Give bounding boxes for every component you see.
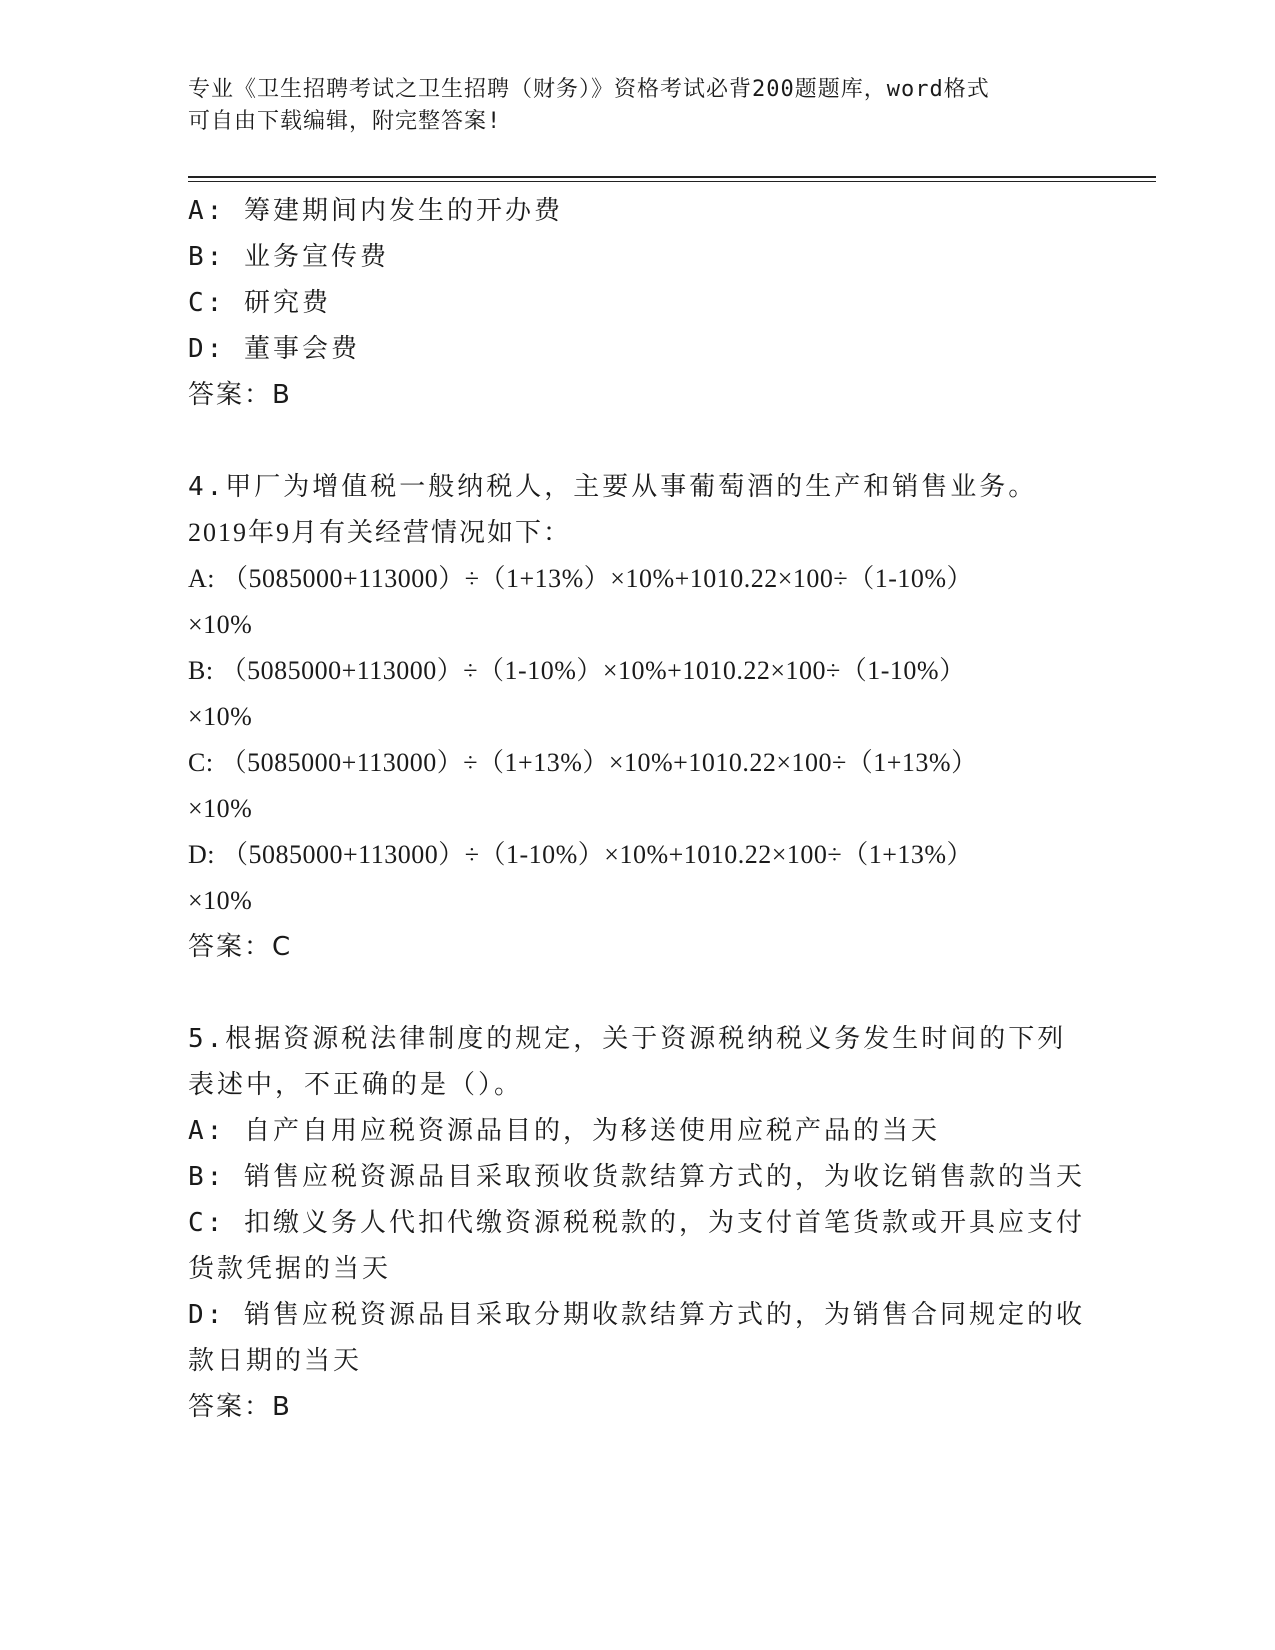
q4-option-b-line-2: ×10%	[188, 702, 253, 731]
q5-stem-line-1: 5.根据资源税法律制度的规定，关于资源税纳税义务发生时间的下列	[188, 1024, 1067, 1054]
document-header	[188, 74, 1088, 138]
header-line-2: 可自由下载编辑，附完整答案!	[188, 109, 502, 134]
q4-option-a-line-1: A: （5085000+113000）÷（1+13%）×10%+1010.22×100÷（1-10%）	[188, 564, 974, 593]
q3-option-b: B: 业务宣传费	[188, 242, 389, 272]
q5-option-d-line-1: D: 销售应税资源品目采取分期收款结算方式的，为销售合同规定的收	[188, 1300, 1085, 1330]
header-divider-thick	[188, 176, 1156, 178]
header-line-1: 专业《卫生招聘考试之卫生招聘（财务）》资格考试必背200题题库，word格式	[188, 77, 990, 102]
q5-stem-line-2: 表述中，不正确的是（）。	[188, 1070, 524, 1100]
q5-option-c-line-2: 货款凭据的当天	[188, 1254, 392, 1284]
q3-answer: 答案：B	[188, 380, 292, 410]
q5-answer: 答案：B	[188, 1392, 292, 1422]
q4-option-c-line-1: C: （5085000+113000）÷（1+13%）×10%+1010.22×100÷（1+13%）	[188, 748, 978, 777]
q4-answer: 答案：C	[188, 932, 293, 962]
header-divider-thin	[188, 181, 1156, 182]
q4-stem-line-1: 4.甲厂为增值税一般纳税人，主要从事葡萄酒的生产和销售业务。	[188, 472, 1038, 502]
spacer	[188, 970, 1088, 1016]
q5-option-b: B: 销售应税资源品目采取预收货款结算方式的，为收讫销售款的当天	[188, 1162, 1085, 1192]
q4-option-a-line-2: ×10%	[188, 610, 253, 639]
q3-option-a: A: 筹建期间内发生的开办费	[188, 196, 563, 226]
question-3	[188, 188, 1088, 418]
document-body	[188, 188, 1088, 1430]
q5-option-a: A: 自产自用应税资源品目的，为移送使用应税产品的当天	[188, 1116, 940, 1146]
question-5	[188, 1016, 1088, 1430]
question-4	[188, 464, 1088, 970]
q5-option-d-line-2: 款日期的当天	[188, 1346, 363, 1376]
spacer	[188, 418, 1088, 464]
q4-stem-line-2: 2019年9月有关经营情况如下：	[188, 518, 572, 547]
q4-option-d-line-1: D: （5085000+113000）÷（1-10%）×10%+1010.22×100÷（1+13%）	[188, 840, 974, 869]
q4-option-d-line-2: ×10%	[188, 886, 253, 915]
q3-option-d: D: 董事会费	[188, 334, 360, 364]
q4-option-b-line-1: B: （5085000+113000）÷（1-10%）×10%+1010.22×100÷（1-10%）	[188, 656, 966, 685]
q4-option-c-line-2: ×10%	[188, 794, 253, 823]
q3-option-c: C: 研究费	[188, 288, 331, 318]
q5-option-c-line-1: C: 扣缴义务人代扣代缴资源税税款的，为支付首笔货款或开具应支付	[188, 1208, 1085, 1238]
